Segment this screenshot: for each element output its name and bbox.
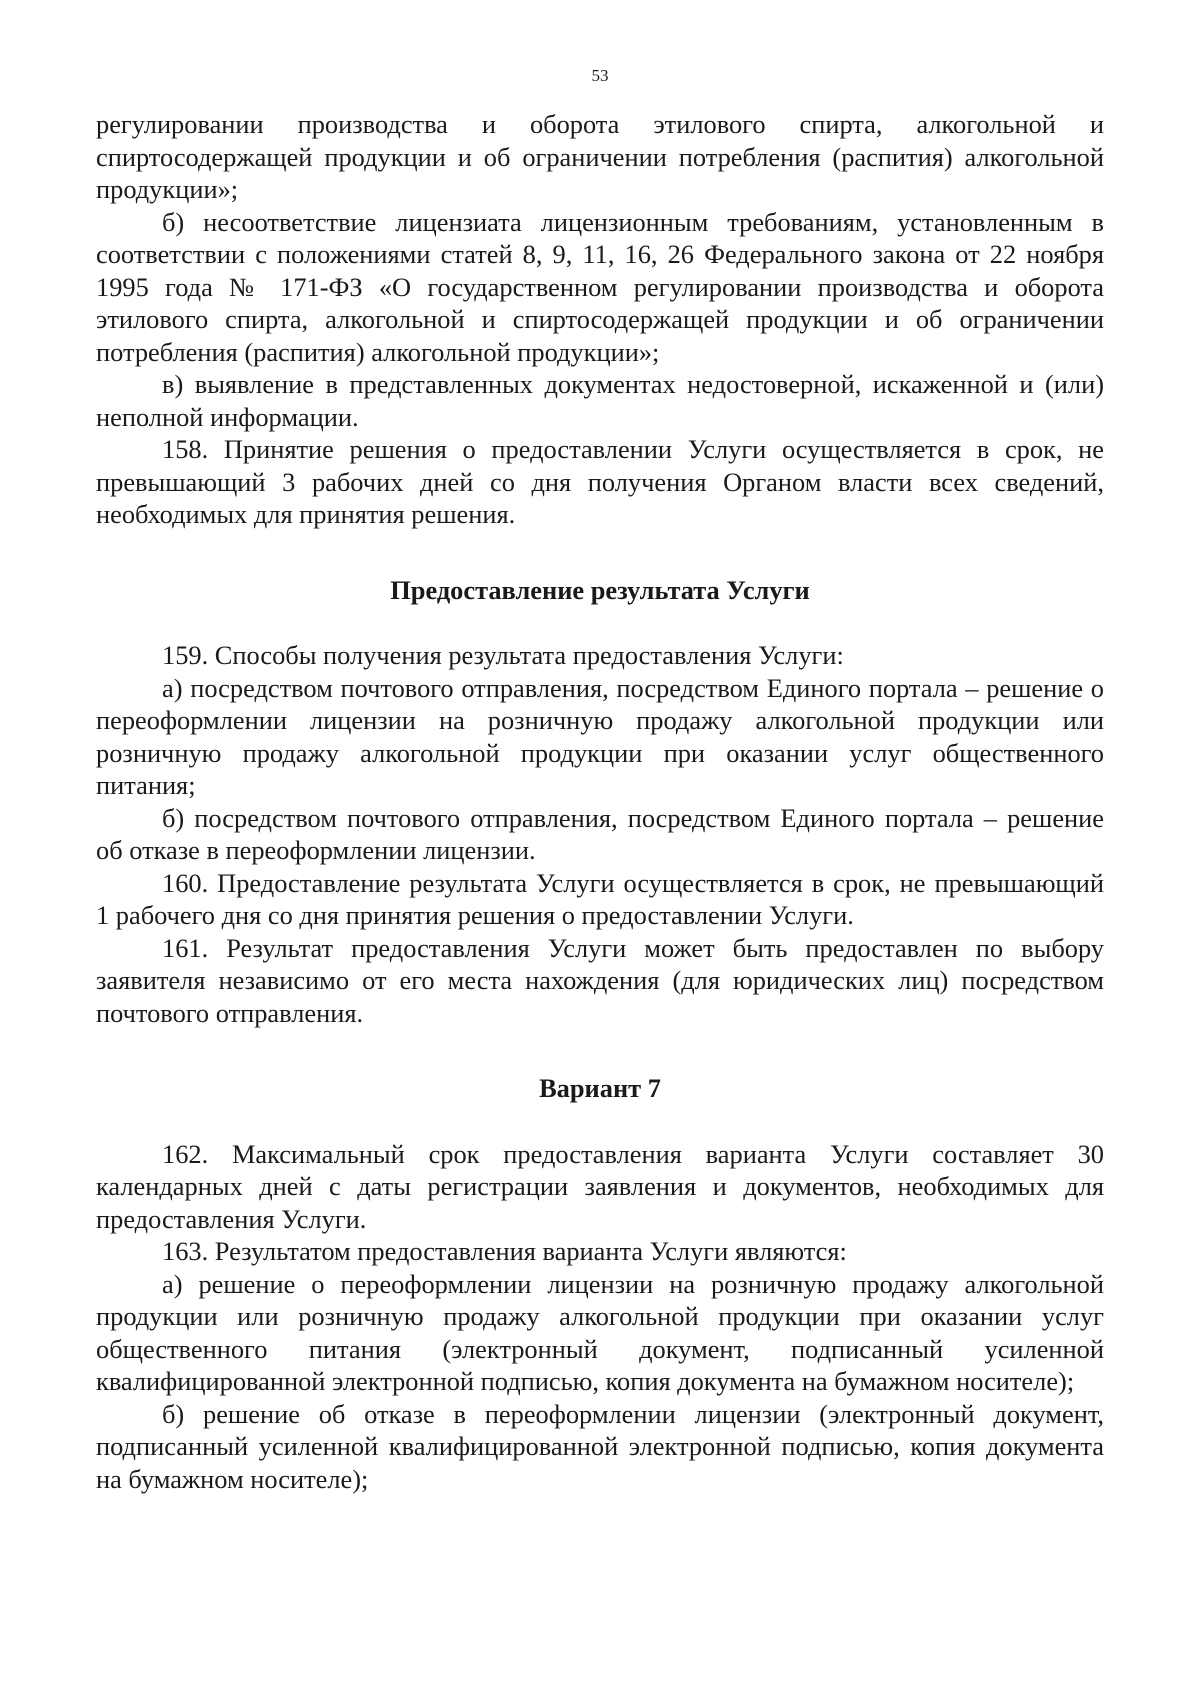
paragraph-161: 161. Результат предоставления Услуги может быть предоставлен по выбору заявителя независимо от его места нахождения (для юридических лиц) посредством почтового отправления. <box>96 932 1104 1028</box>
paragraph-159: 159. Способы получения результата предоставления Услуги: <box>162 640 844 670</box>
paragraph-159-b: б) посредством почтового отправления, посредством Единого портала – решение об отказе в переоформлении лицензии. <box>96 802 1104 865</box>
paragraph-163-a: а) решение о переоформлении лицензии на розничную продажу алкогольной продукции или розничную продажу алкогольной продукции при оказании услуг общественного питания (электронный документ, подписанный усиленной квалифицированной электронной подписью, копия документа на бумажном носителе); <box>96 1268 1104 1396</box>
section-heading-variant-7: Вариант 7 <box>539 1073 661 1103</box>
paragraph-item-v-inaccurate-info: в) выявление в представленных документах недостоверной, искаженной и (или) неполной информации. <box>96 369 1104 432</box>
paragraph-163: 163. Результатом предоставления варианта Услуги являются: <box>162 1236 847 1266</box>
paragraph-159-a: а) посредством почтового отправления, посредством Единого портала – решение о переоформлении лицензии на розничную продажу алкогольной продукции или розничную продажу алкогольной продукции при оказании услуг общественного питания; <box>96 672 1104 800</box>
paragraph-160: 160. Предоставление результата Услуги осуществляется в срок, не превышающий 1 рабочего дня со дня принятия решения о предоставлении Услуги. <box>96 867 1104 930</box>
spacer <box>96 1105 1104 1138</box>
document-body <box>96 108 1104 1495</box>
section-heading-result: Предоставление результата Услуги <box>390 574 810 605</box>
page-number: 53 <box>591 66 609 85</box>
paragraph-item-b-noncompliance: б) несоответствие лицензиата лицензионным требованиям, установленным в соответствии с положениями статей 8, 9, 11, 16, 26 Федерального закона от 22 ноября 1995 года № 171-ФЗ «О государственном регулировании производства и оборота этилового спирта, алкогольной и спиртосодержащей продукции и об ограничении потребления (распития) алкогольной продукции»; <box>96 206 1104 367</box>
paragraph-162: 162. Максимальный срок предоставления варианта Услуги составляет 30 календарных дней с даты регистрации заявления и документов, необходимых для предоставления Услуги. <box>96 1138 1104 1234</box>
paragraph-158: 158. Принятие решения о предоставлении Услуги осуществляется в срок, не превышающий 3 рабочих дней со дня получения Органом власти всех сведений, необходимых для принятия решения. <box>96 434 1104 529</box>
paragraph-163-b: б) решение об отказе в переоформлении лицензии (электронный документ, подписанный усиленной квалифицированной электронной подписью, копия документа на бумажном носителе); <box>96 1398 1104 1494</box>
spacer <box>96 531 1104 574</box>
spacer <box>96 606 1104 639</box>
spacer <box>96 1029 1104 1072</box>
paragraph-continuation: регулировании производства и оборота этилового спирта, алкогольной и спиртосодержащей продукции и об ограничении потребления (распития) алкогольной продукции»; <box>96 109 1104 204</box>
